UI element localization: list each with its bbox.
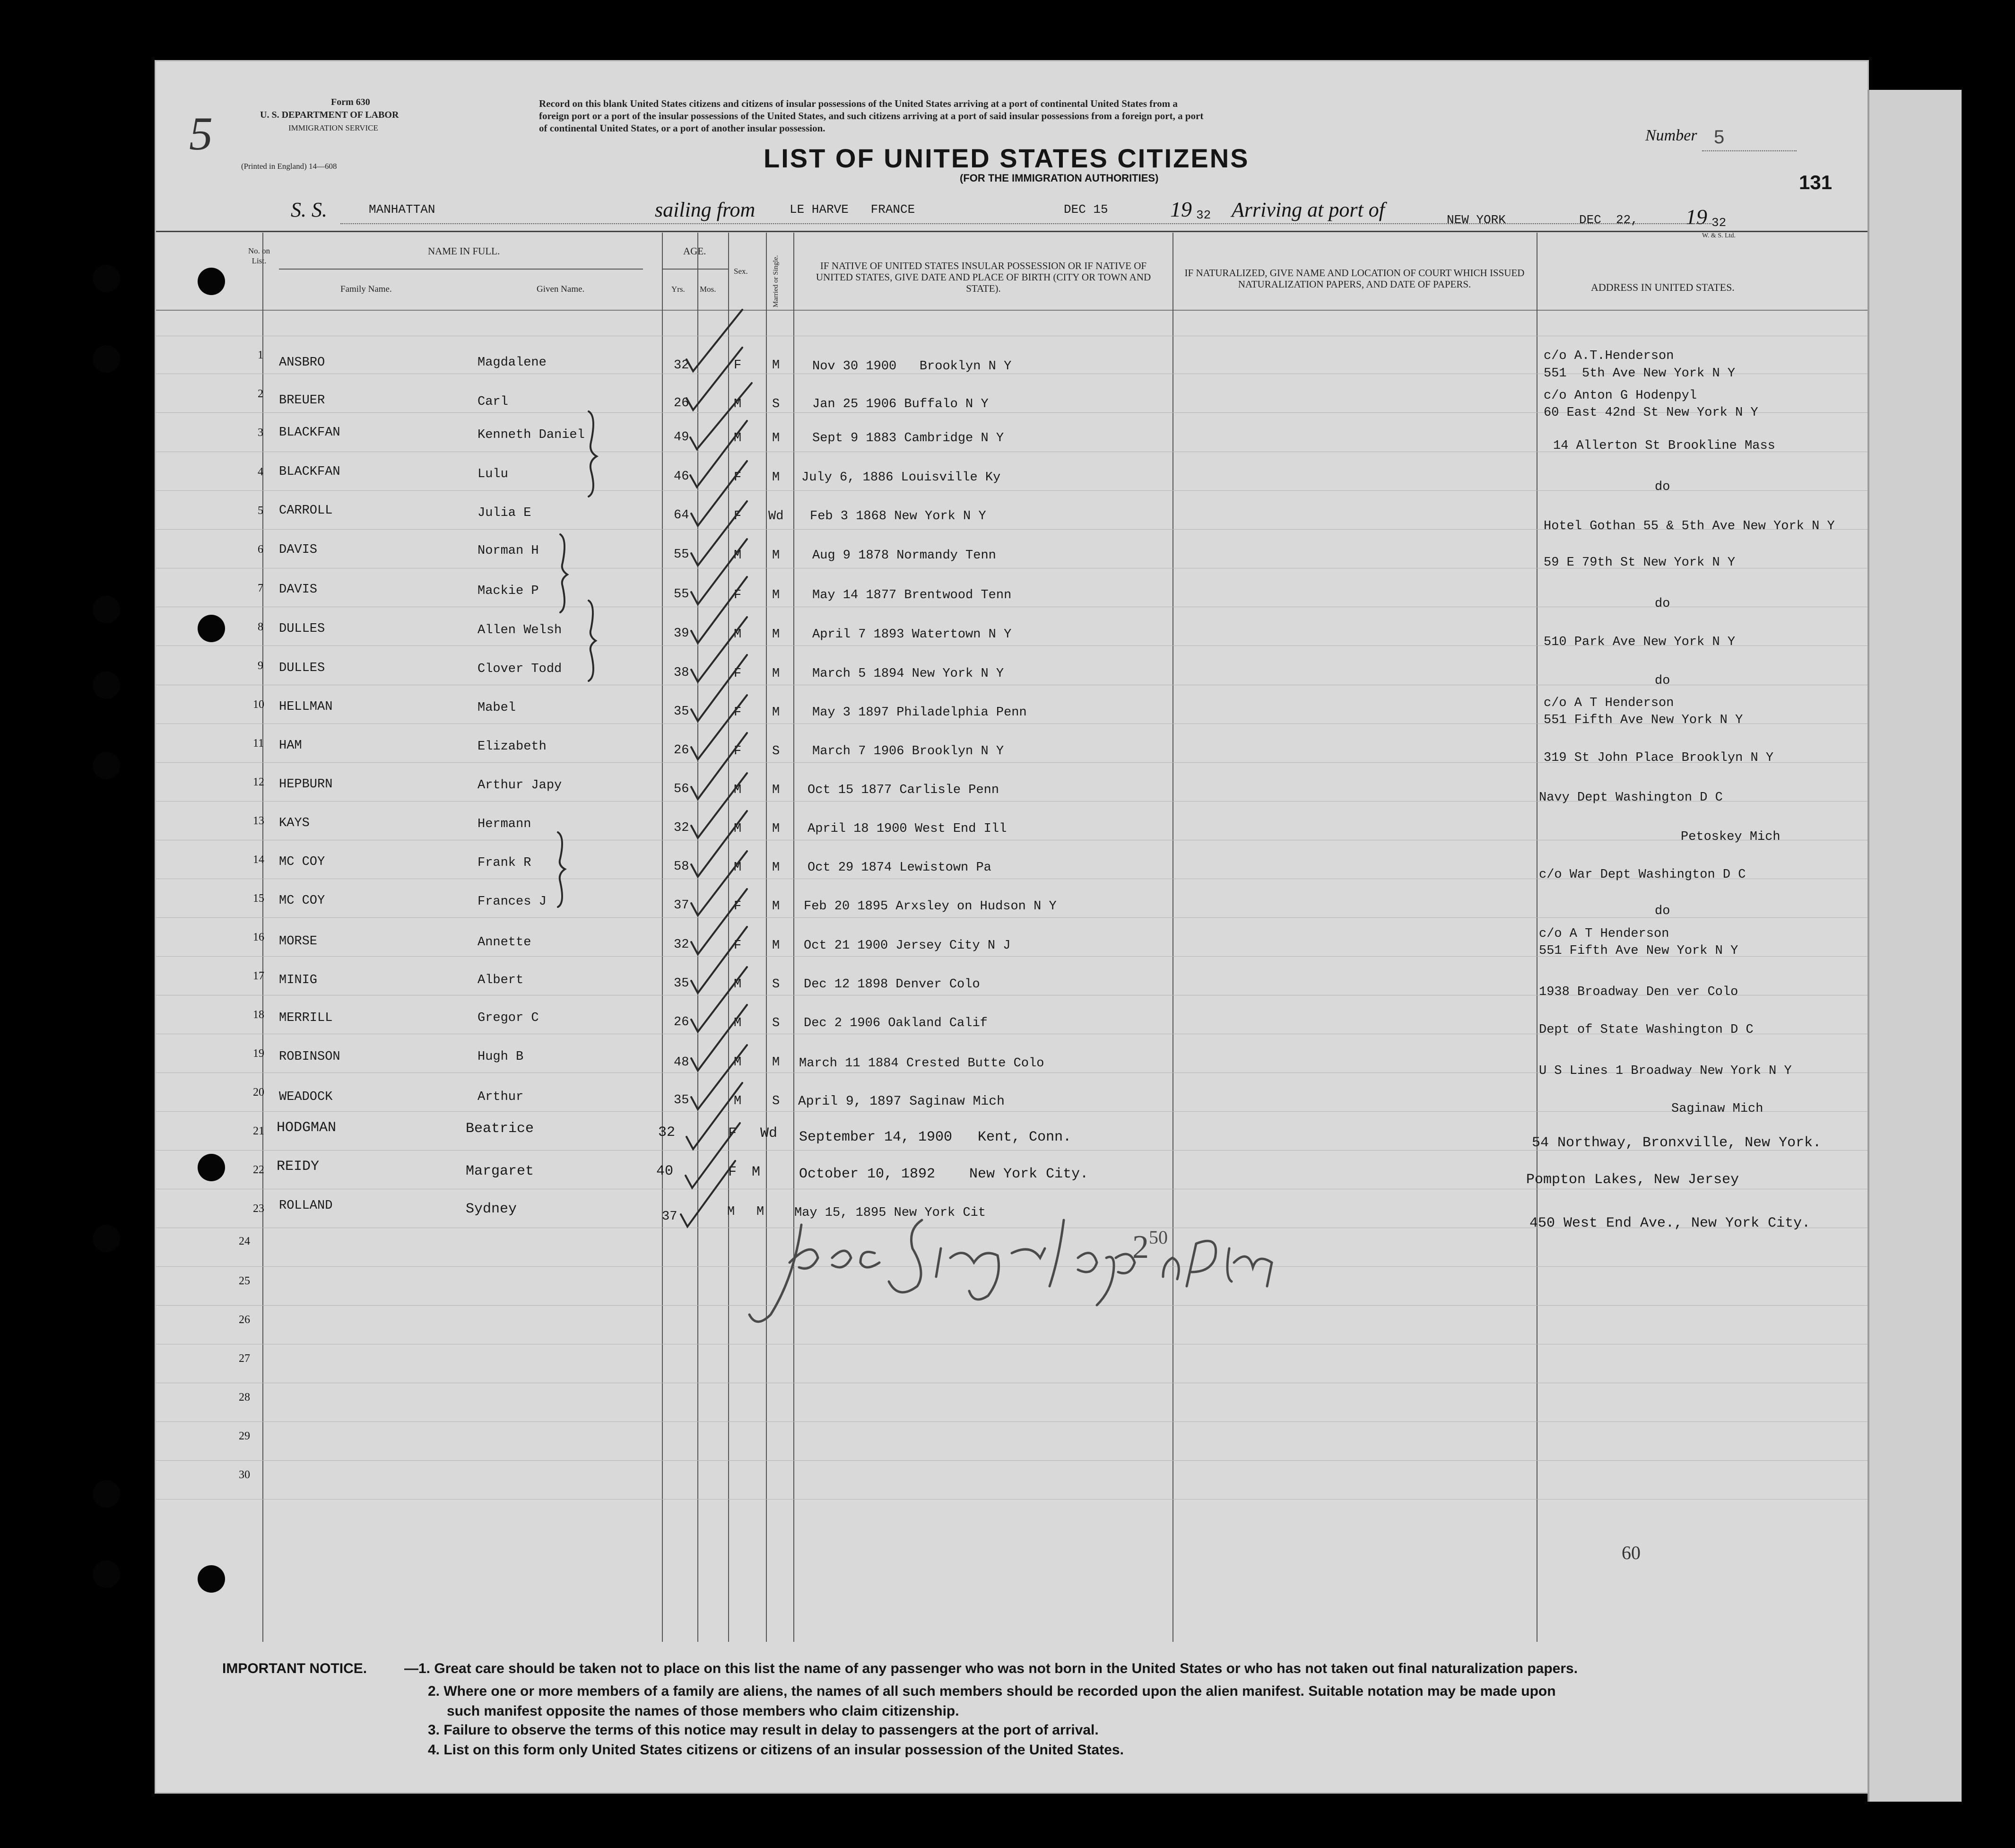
birth-info: July 6, 1886 Louisville Ky [801,471,1001,485]
check-mark [691,811,747,877]
header-married-single: Married or Single. [772,255,780,307]
family-name: DULLES [279,661,325,675]
sex: M [734,628,742,642]
age: 46 [674,470,689,484]
header-address: ADDRESS IN UNITED STATES. [1591,281,1735,293]
birth-info: May 14 1877 Brentwood Tenn [812,588,1012,602]
check-mark [691,577,747,643]
service: IMMIGRATION SERVICE [288,123,378,132]
family-name: BREUER [279,393,325,408]
sex: F [734,358,742,373]
address: Saginaw Mich [1671,1102,1763,1116]
birth-info: Jan 25 1906 Buffalo N Y [812,397,989,411]
sex: F [734,744,742,758]
header-family-name: Family Name. [340,284,392,294]
address-line-2: 551 Fifth Ave New York N Y [1544,713,1743,727]
address: Dept of State Washington D C [1539,1023,1754,1037]
family-name: ROLLAND [279,1199,333,1213]
arriving-label: Arriving at port of [1232,198,1385,221]
given-name: Annette [478,935,531,950]
check-mark [691,927,747,993]
age: 32 [674,358,689,373]
age: 26 [674,1015,689,1029]
given-name: Frank R [478,856,531,870]
age: 26 [674,743,689,758]
given-name: Elizabeth [478,740,547,754]
row-number: 12 [253,776,264,788]
address: 510 Park Ave New York N Y [1544,635,1736,649]
address: Petoskey Mich [1681,830,1780,844]
row-number: 29 [239,1430,250,1442]
family-name: DULLES [279,622,325,636]
age: 35 [674,1093,689,1107]
address: do [1655,904,1670,918]
given-name: Hermann [478,817,531,831]
sex: M [727,1205,735,1219]
family-name: DAVIS [279,583,318,597]
sailing-label: sailing from [655,198,756,221]
marital-status: S [772,1094,780,1108]
marital-status: M [772,822,780,836]
birth-info: March 11 1884 Crested Butte Colo [799,1056,1044,1071]
check-mark [686,1083,742,1149]
marital-status: M [772,549,780,563]
sail-date: DEC 15 [1064,202,1108,217]
birth-info: April 18 1900 West End Ill [808,822,1007,836]
header-naturalized: IF NATURALIZED, GIVE NAME AND LOCATION OF COURT WHICH ISSUED NATURALIZATION PAPERS, AND DATE OF PAPERS. [1184,267,1525,290]
year-prefix: 19 [1685,205,1707,229]
birth-info: April 7 1893 Watertown N Y [812,628,1012,642]
sex: M [734,1094,742,1108]
marital-status: Wd [768,509,784,523]
sex: F [728,1164,737,1180]
birth-info: March 7 1906 Brooklyn N Y [812,744,1004,758]
sex: M [734,861,742,875]
notice-item: 2. Where one or more members of a family are aliens, the names of all such members should be recorded upon the alien manifest. Suitable notation may be made upon [428,1683,1556,1699]
header-age: AGE. [683,245,706,257]
birth-info: Sept 9 1883 Cambridge N Y [812,431,1004,445]
address-line-2: 551 5th Ave New York N Y [1544,366,1736,381]
row-number: 11 [253,737,264,750]
marital-status: M [772,1055,780,1070]
age: 32 [674,938,689,952]
check-mark [691,1045,747,1109]
age: 58 [674,860,689,874]
check-mark [691,695,747,759]
given-name: Magdalene [478,356,547,370]
instruction-line: of continental United States, or a port of another insular possession. [539,122,825,134]
sex: M [734,431,742,445]
check-mark [691,617,747,682]
corner-number: 5 [189,107,213,160]
family-name: MERRILL [279,1011,333,1025]
row-number: 9 [258,660,263,672]
row-number: 28 [239,1391,250,1403]
check-mark [691,967,747,1032]
family-name: MC COY [279,894,325,908]
row-number: 14 [253,854,264,866]
sex: F [728,1125,737,1142]
sex: M [734,822,742,836]
sex: M [734,1055,742,1070]
ship-name: MANHATTAN [369,202,435,217]
notice-item: 4. List on this form only United States citizens or citizens of an insular possession of the United States. [428,1742,1124,1758]
address: 450 West End Ave., New York City. [1529,1215,1811,1231]
age: 35 [674,705,689,719]
row-number: 6 [258,543,263,556]
given-name: Margaret [466,1163,534,1179]
address: 14 Allerton St Brookline Mass [1553,439,1775,453]
row-number: 22 [253,1164,264,1176]
age: 38 [674,666,689,680]
department: U. S. DEPARTMENT OF LABOR [260,110,399,120]
row-number: 23 [253,1203,264,1215]
marital-status: M [772,358,780,373]
address: U S Lines 1 Broadway New York N Y [1539,1064,1792,1078]
marital-status: M [772,939,780,953]
check-mark [691,501,747,566]
age: 49 [674,430,689,445]
marital-status: M [772,588,780,602]
signature-time-number: 2 [1132,1229,1149,1265]
given-name: Norman H [478,544,539,558]
birth-info: Feb 20 1895 Arxsley on Hudson N Y [804,899,1057,914]
sex: F [734,471,742,485]
marital-status: M [752,1164,761,1180]
number-value: 5 [1714,127,1725,148]
marital-status: Wd [760,1125,778,1142]
address: c/o A T Henderson [1539,927,1669,941]
sex: F [734,509,742,523]
header-mos: Mos. [700,285,716,294]
check-mark [691,461,747,526]
given-name: Mackie P [478,584,539,598]
birth-info: Oct 21 1900 Jersey City N J [804,939,1011,953]
row-number: 27 [239,1352,250,1365]
marital-status: M [772,899,780,914]
address: 59 E 79th St New York N Y [1544,556,1736,570]
address: Pompton Lakes, New Jersey [1526,1172,1739,1188]
given-name: Mabel [478,701,516,715]
birth-info: Dec 2 1906 Oakland Calif [804,1016,988,1030]
family-name: KAYS [279,816,310,830]
ss-label: S. S. [291,198,327,221]
arrival-port: NEW YORK [1447,213,1506,227]
row-number: 26 [239,1314,250,1326]
age: 39 [674,627,689,641]
row-number: 15 [253,892,264,905]
birth-info: March 5 1894 New York N Y [812,667,1004,681]
family-name: HELLMAN [279,700,333,714]
address: Hotel Gothan 55 & 5th Ave New York N Y [1544,519,1835,533]
address: c/o Anton G Hodenpyl [1544,389,1697,403]
sex: F [734,706,742,720]
age: 40 [656,1163,674,1179]
marital-status: S [772,744,780,758]
check-mark [691,851,747,915]
given-name: Kenneth Daniel [478,428,585,442]
birth-info: Oct 29 1874 Lewistown Pa [808,861,991,875]
check-mark [691,655,747,721]
row-number: 10 [253,698,264,711]
year-suffix: 32 [1196,208,1211,222]
birth-info: April 9, 1897 Saginaw Mich [798,1094,1005,1109]
birth-info: September 14, 1900 Kent, Conn. [799,1129,1072,1145]
given-name: Beatrice [466,1121,534,1137]
marital-status: M [756,1205,764,1219]
notice-item: 3. Failure to observe the terms of this notice may result in delay to passengers at the port of arrival. [428,1722,1099,1738]
year-prefix: 19 [1170,197,1192,221]
birth-info: Oct 15 1877 Carlisle Penn [808,783,999,797]
family-name: MORSE [279,934,318,949]
row-number: 16 [253,931,264,943]
tally-number: 60 [1622,1542,1641,1563]
family-name: BLACKFAN [279,426,340,440]
given-name: Sydney [466,1201,517,1217]
row-number: 18 [253,1009,264,1021]
row-number: 25 [239,1275,250,1287]
age: 32 [658,1124,676,1141]
age: 48 [674,1055,689,1070]
marital-status: S [772,397,780,411]
inspector-signature [719,1201,1381,1334]
given-name: Julia E [478,506,531,520]
birth-info: Feb 3 1868 New York N Y [810,509,986,523]
header-name-in-full: NAME IN FULL. [428,245,500,257]
row-number: 3 [258,427,263,439]
check-mark [686,310,742,371]
row-number: 5 [258,505,263,517]
age: 55 [674,548,689,562]
address: c/o A.T.Henderson [1544,349,1674,363]
age: 55 [674,587,689,601]
sex: F [734,899,742,914]
notice-item: such manifest opposite the names of those members who claim citizenship. [447,1703,959,1719]
age: 56 [674,782,689,796]
header-no: No. on List. [248,246,270,265]
address: 1938 Broadway Den ver Colo [1539,985,1738,999]
family-name: HODGMAN [277,1120,337,1136]
form-number: Form 630 [331,97,370,107]
notice-item: —1. Great care should be taken not to place on this list the name of any passenger who was not born in the United States or who has not taken out final naturalization papers. [404,1661,1578,1676]
marital-status: S [772,1016,780,1030]
sex: F [734,939,742,953]
check-mark [686,348,742,410]
header-yrs: Yrs. [671,285,685,294]
given-name: Albert [478,973,524,987]
header-given-name: Given Name. [537,284,585,294]
row-number: 4 [258,466,263,478]
row-number: 19 [253,1047,264,1060]
row-number: 30 [239,1469,250,1481]
given-name: Arthur [478,1090,524,1104]
address: c/o War Dept Washington D C [1539,868,1746,882]
address: 54 Northway, Bronxville, New York. [1532,1135,1822,1151]
sex: M [734,1016,742,1030]
sex: F [734,667,742,681]
marital-status: S [772,977,780,992]
given-name: Arthur Japy [478,778,562,793]
family-bracket [560,534,567,612]
row-number: 21 [253,1125,264,1137]
check-mark [691,539,747,604]
row-number: 2 [258,388,263,400]
family-name: MC COY [279,855,325,869]
age: 37 [674,898,689,913]
age: 26 [674,396,689,410]
arrival-date: DEC 22, [1579,213,1638,227]
check-mark [691,889,747,954]
row-number: 20 [253,1086,264,1098]
printed-note: (Printed in England) 14—608 [241,162,337,171]
birth-info: May 15, 1895 New York Cit [794,1206,986,1220]
signature-time-superscript: 50 [1149,1227,1168,1248]
given-name: Clover Todd [478,662,562,676]
age: 64 [674,508,689,523]
family-name: HEPBURN [279,777,333,792]
given-name: Frances J [478,895,547,909]
printer-mark: W. & S. Ltd. [1702,232,1736,239]
marital-status: M [772,471,780,485]
birth-info: Aug 9 1878 Normandy Tenn [812,549,996,563]
marital-status: M [772,628,780,642]
family-bracket [589,411,597,497]
check-mark [691,733,747,799]
departure-port: LE HARVE FRANCE [790,202,915,217]
header-sex: Sex. [734,267,748,276]
given-name: Allen Welsh [478,623,562,637]
marital-status: M [772,783,780,797]
family-name: ANSBRO [279,356,325,370]
sex: M [734,549,742,563]
row-number: 7 [258,582,263,594]
instruction-line: Record on this blank United States citizens and citizens of insular possessions of the United States arriving at a port of continental United States from a [539,98,1178,109]
birth-info: Nov 30 1900 Brooklyn N Y [812,359,1012,374]
marital-status: M [772,431,780,445]
address-line-2: 60 East 42nd St New York N Y [1544,406,1758,420]
page-title: LIST OF UNITED STATES CITIZENS [764,143,1250,173]
row-number: 1 [258,349,263,361]
age: 35 [674,976,689,991]
family-name: HAM [279,739,302,753]
family-bracket [558,832,565,907]
given-name: Carl [478,395,508,409]
age: 32 [674,821,689,835]
family-name: DAVIS [279,543,318,557]
marital-status: M [772,667,780,681]
notice-label: IMPORTANT NOTICE. [222,1661,367,1676]
year-suffix: 32 [1711,216,1727,230]
address: do [1655,674,1670,688]
sex: F [734,588,742,602]
birth-info: October 10, 1892 New York City. [799,1166,1089,1182]
number-label: Number [1645,127,1697,144]
sex: M [734,977,742,992]
header-birth: IF NATIVE OF UNITED STATES INSULAR POSSESSION OR IF NATIVE OF UNITED STATES, GIVE DATE AND PLACE OF BIRTH (CITY OR TOWN AND STATE). [816,260,1151,294]
instruction-line: foreign port or a port of the insular possessions of the United States, and such citizens arriving at a port of said insular possessions from a foreign port, a port [539,110,1204,122]
address: do [1655,597,1670,611]
row-number: 24 [239,1235,250,1247]
family-name: WEADOCK [279,1090,333,1104]
check-mark [690,383,752,449]
page-subtitle: (FOR THE IMMIGRATION AUTHORITIES) [960,172,1159,184]
page-number: 131 [1799,171,1833,193]
check-mark [686,1123,740,1188]
family-name: ROBINSON [279,1050,340,1064]
sex: M [734,783,742,797]
birth-info: Dec 12 1898 Denver Colo [804,977,980,992]
row-number: 8 [258,621,263,633]
birth-info: May 3 1897 Philadelphia Penn [812,706,1027,720]
address-line-2: 551 Fifth Ave New York N Y [1539,944,1738,958]
row-number: 13 [253,815,264,827]
family-name: BLACKFAN [279,465,340,479]
family-bracket [589,601,596,681]
address: 319 St John Place Brooklyn N Y [1544,751,1774,765]
family-name: CARROLL [279,504,333,518]
family-name: REIDY [277,1159,320,1175]
check-mark [691,1005,747,1071]
address: Navy Dept Washington D C [1539,791,1723,805]
check-mark [691,773,747,838]
age: 37 [662,1210,677,1224]
row-number: 17 [253,970,264,982]
check-mark [690,421,747,487]
given-name: Gregor C [478,1011,539,1025]
sex: M [734,397,742,411]
address: c/o A T Henderson [1544,696,1674,710]
family-name: MINIG [279,973,318,987]
given-name: Lulu [478,467,508,481]
address: do [1655,480,1670,494]
marital-status: M [772,706,780,720]
marital-status: M [772,861,780,875]
given-name: Hugh B [478,1050,524,1064]
